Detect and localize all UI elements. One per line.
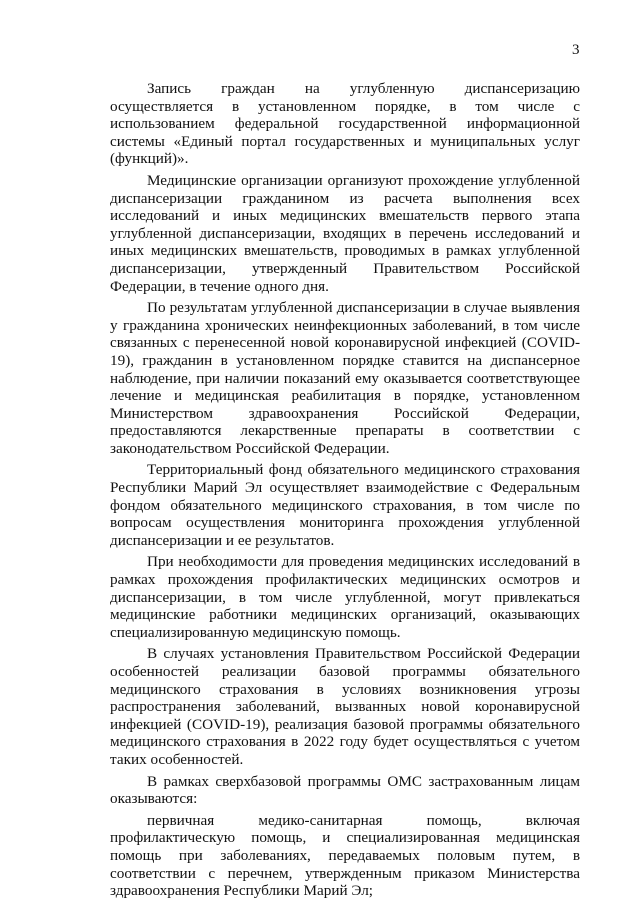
paragraph-appointment-registration: Запись граждан на углубленную диспансеризацию осуществляется в установленном порядке, в том числе с использованием федеральной государственной информационной системы «Единый портал государственных и муниципальных услуг (функций)». [110, 80, 580, 168]
paragraph-territorial-fund: Территориальный фонд обязательного медицинского страхования Республики Марий Эл осуществляет взаимодействие с Федеральным фондом обязательного медицинского страхования, в том числе по вопросам осуществления мониторинга прохождения углубленной диспансеризации и ее результатов. [110, 461, 580, 549]
paragraph-medical-workers: При необходимости для проведения медицинских исследований в рамках прохождения профилактических медицинских осмотров и диспансеризации, в том числе углубленной, могут привлекаться медицинские работники медицинских организаций, оказывающих специализированную медицинскую помощь. [110, 553, 580, 641]
document-body [110, 80, 580, 904]
paragraph-above-base-program: В рамках сверхбазовой программы ОМС застрахованным лицам оказываются: [110, 772, 580, 808]
paragraph-government-specifics: В случаях установления Правительством Российской Федерации особенностей реализации базовой программы обязательного медицинского страхования в условиях возникновения угрозы распространения заболеваний, вызванных новой коронавирусной инфекцией (COVID-19), реализация базовой программы обязательного медицинского страхования в 2022 году будет осуществляться с учетом таких особенностей. [110, 645, 580, 768]
paragraph-medical-organizations: Медицинские организации организуют прохождение углубленной диспансеризации гражданином из расчета выполнения всех исследований и иных медицинских вмешательств первого этапа углубленной диспансеризации, входящих в перечень исследований и иных медицинских вмешательств, проводимых в рамках углубленной диспансеризации, утвержденный Правительством Российской Федерации, в течение одного дня. [110, 171, 580, 295]
page-number: 3 [572, 42, 580, 58]
paragraph-results: По результатам углубленной диспансеризации в случае выявления у гражданина хронических неинфекционных заболеваний, в том числе связанных с перенесенной новой коронавирусной инфекцией (COVID-19), гражданин в установленном порядке ставится на диспансерное наблюдение, при наличии показаний ему оказывается соответствующее лечение и медицинская реабилитация в порядке, установленном Министерством здравоохранения Российской Федерации, предоставляются лекарственные препараты в соответствии с законодательством Российской Федерации. [110, 299, 580, 457]
paragraph-primary-care-item: первичная медико-санитарная помощь, включая профилактическую помощь, и специализированная медицинская помощь при заболеваниях, передаваемых половым путем, в соответствии с перечнем, утвержденным приказом Министерства здравоохранения Республики Марий Эл; [110, 811, 580, 900]
